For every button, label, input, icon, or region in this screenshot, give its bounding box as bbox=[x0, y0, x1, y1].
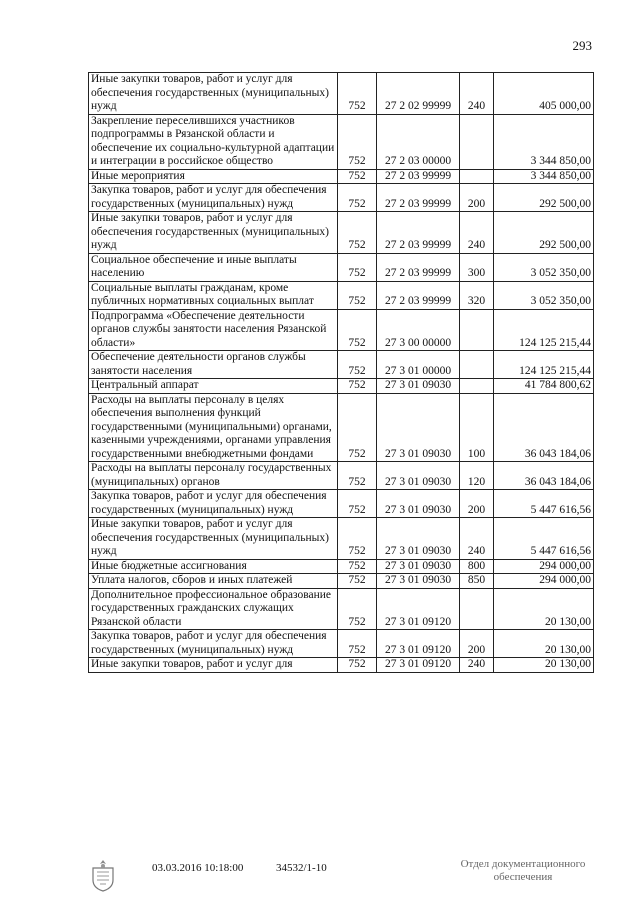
row-target-code-cell: 27 3 01 09120 bbox=[377, 658, 460, 673]
row-amount-cell: 3 052 350,00 bbox=[494, 253, 594, 281]
row-expense-type-cell: 240 bbox=[460, 212, 494, 254]
footer-department-line-1: Отдел документационного bbox=[460, 858, 586, 870]
row-name-cell: Закрепление переселившихся участников подпрограммы в Рязанской области и обеспечение их социально-культурной адаптации и интеграции в российское общество bbox=[89, 114, 338, 169]
footer-doc-number: 34532/1-10 bbox=[276, 862, 327, 874]
row-target-code-cell: 27 2 02 99999 bbox=[377, 73, 460, 115]
row-ministry-code-cell: 752 bbox=[338, 518, 377, 560]
row-target-code-cell: 27 3 01 09030 bbox=[377, 490, 460, 518]
row-amount-cell: 294 000,00 bbox=[494, 574, 594, 589]
table-row bbox=[89, 518, 594, 560]
row-expense-type-cell bbox=[460, 309, 494, 351]
table-row bbox=[89, 393, 594, 462]
row-amount-cell: 124 125 215,44 bbox=[494, 309, 594, 351]
table-row bbox=[89, 462, 594, 490]
row-ministry-code-cell: 752 bbox=[338, 574, 377, 589]
row-name-cell: Уплата налогов, сборов и иных платежей bbox=[89, 574, 338, 589]
row-expense-type-cell bbox=[460, 169, 494, 184]
row-amount-cell: 20 130,00 bbox=[494, 588, 594, 630]
row-target-code-cell: 27 2 03 99999 bbox=[377, 169, 460, 184]
row-expense-type-cell: 100 bbox=[460, 393, 494, 462]
table-row bbox=[89, 212, 594, 254]
row-target-code-cell: 27 3 01 00000 bbox=[377, 351, 460, 379]
row-expense-type-cell: 120 bbox=[460, 462, 494, 490]
table-row bbox=[89, 658, 594, 673]
table-row bbox=[89, 351, 594, 379]
row-name-cell: Иные мероприятия bbox=[89, 169, 338, 184]
row-name-cell: Социальные выплаты гражданам, кроме публичных нормативных социальных выплат bbox=[89, 281, 338, 309]
row-expense-type-cell: 300 bbox=[460, 253, 494, 281]
row-ministry-code-cell: 752 bbox=[338, 114, 377, 169]
footer-department-stamp bbox=[448, 858, 598, 884]
row-target-code-cell: 27 2 03 00000 bbox=[377, 114, 460, 169]
row-name-cell: Иные бюджетные ассигнования bbox=[89, 559, 338, 574]
row-amount-cell: 5 447 616,56 bbox=[494, 518, 594, 560]
table-row bbox=[89, 309, 594, 351]
row-name-cell: Подпрограмма «Обеспечение деятельности органов службы занятости населения Рязанской области» bbox=[89, 309, 338, 351]
row-name-cell: Закупка товаров, работ и услуг для обеспечения государственных (муниципальных) нужд bbox=[89, 184, 338, 212]
row-ministry-code-cell: 752 bbox=[338, 588, 377, 630]
row-target-code-cell: 27 3 01 09030 bbox=[377, 518, 460, 560]
table-row bbox=[89, 559, 594, 574]
row-target-code-cell: 27 3 01 09030 bbox=[377, 379, 460, 394]
row-amount-cell: 20 130,00 bbox=[494, 658, 594, 673]
row-target-code-cell: 27 3 01 09120 bbox=[377, 588, 460, 630]
row-ministry-code-cell: 752 bbox=[338, 184, 377, 212]
row-name-cell: Расходы на выплаты персоналу государственных (муниципальных) органов bbox=[89, 462, 338, 490]
table-row bbox=[89, 73, 594, 115]
row-ministry-code-cell: 752 bbox=[338, 253, 377, 281]
row-ministry-code-cell: 752 bbox=[338, 559, 377, 574]
row-expense-type-cell: 800 bbox=[460, 559, 494, 574]
row-ministry-code-cell: 752 bbox=[338, 351, 377, 379]
row-target-code-cell: 27 3 01 09030 bbox=[377, 462, 460, 490]
row-amount-cell: 292 500,00 bbox=[494, 184, 594, 212]
row-amount-cell: 36 043 184,06 bbox=[494, 393, 594, 462]
footer-department-line-2: обеспечения bbox=[493, 871, 553, 883]
row-expense-type-cell bbox=[460, 379, 494, 394]
row-name-cell: Закупка товаров, работ и услуг для обеспечения государственных (муниципальных) нужд bbox=[89, 490, 338, 518]
row-ministry-code-cell: 752 bbox=[338, 169, 377, 184]
row-expense-type-cell bbox=[460, 351, 494, 379]
footer-datetime: 03.03.2016 10:18:00 bbox=[152, 862, 244, 874]
row-ministry-code-cell: 752 bbox=[338, 73, 377, 115]
row-expense-type-cell: 240 bbox=[460, 658, 494, 673]
budget-table-body bbox=[89, 73, 594, 673]
row-amount-cell: 3 344 850,00 bbox=[494, 169, 594, 184]
table-row bbox=[89, 588, 594, 630]
row-ministry-code-cell: 752 bbox=[338, 490, 377, 518]
row-name-cell: Центральный аппарат bbox=[89, 379, 338, 394]
row-expense-type-cell: 200 bbox=[460, 630, 494, 658]
row-target-code-cell: 27 3 00 00000 bbox=[377, 309, 460, 351]
row-expense-type-cell: 850 bbox=[460, 574, 494, 589]
row-amount-cell: 124 125 215,44 bbox=[494, 351, 594, 379]
row-ministry-code-cell: 752 bbox=[338, 658, 377, 673]
page-footer bbox=[0, 858, 640, 898]
table-row bbox=[89, 169, 594, 184]
row-name-cell: Иные закупки товаров, работ и услуг для bbox=[89, 658, 338, 673]
row-target-code-cell: 27 2 03 99999 bbox=[377, 253, 460, 281]
table-row bbox=[89, 490, 594, 518]
page-number: 293 bbox=[572, 38, 592, 53]
table-row bbox=[89, 184, 594, 212]
row-target-code-cell: 27 2 03 99999 bbox=[377, 281, 460, 309]
row-amount-cell: 41 784 800,62 bbox=[494, 379, 594, 394]
table-row bbox=[89, 574, 594, 589]
row-target-code-cell: 27 3 01 09030 bbox=[377, 393, 460, 462]
row-target-code-cell: 27 2 03 99999 bbox=[377, 212, 460, 254]
row-target-code-cell: 27 3 01 09030 bbox=[377, 559, 460, 574]
table-row bbox=[89, 379, 594, 394]
row-ministry-code-cell: 752 bbox=[338, 462, 377, 490]
row-ministry-code-cell: 752 bbox=[338, 281, 377, 309]
row-expense-type-cell: 200 bbox=[460, 490, 494, 518]
table-row bbox=[89, 114, 594, 169]
budget-table bbox=[88, 72, 594, 673]
row-ministry-code-cell: 752 bbox=[338, 309, 377, 351]
row-expense-type-cell: 320 bbox=[460, 281, 494, 309]
row-name-cell: Дополнительное профессиональное образование государственных гражданских служащих Рязанской области bbox=[89, 588, 338, 630]
row-amount-cell: 294 000,00 bbox=[494, 559, 594, 574]
row-target-code-cell: 27 3 01 09030 bbox=[377, 574, 460, 589]
row-ministry-code-cell: 752 bbox=[338, 379, 377, 394]
row-amount-cell: 36 043 184,06 bbox=[494, 462, 594, 490]
row-expense-type-cell: 240 bbox=[460, 518, 494, 560]
row-amount-cell: 292 500,00 bbox=[494, 212, 594, 254]
row-amount-cell: 3 344 850,00 bbox=[494, 114, 594, 169]
row-name-cell: Расходы на выплаты персоналу в целях обеспечения выполнения функций государственными (муниципальными) органами, казенными учреждениями, органами управления государственными внебюджетными фондами bbox=[89, 393, 338, 462]
row-expense-type-cell bbox=[460, 588, 494, 630]
row-expense-type-cell: 240 bbox=[460, 73, 494, 115]
row-amount-cell: 5 447 616,56 bbox=[494, 490, 594, 518]
row-name-cell: Иные закупки товаров, работ и услуг для обеспечения государственных (муниципальных) нужд bbox=[89, 212, 338, 254]
row-amount-cell: 20 130,00 bbox=[494, 630, 594, 658]
row-name-cell: Иные закупки товаров, работ и услуг для обеспечения государственных (муниципальных) нужд bbox=[89, 518, 338, 560]
row-ministry-code-cell: 752 bbox=[338, 630, 377, 658]
row-ministry-code-cell: 752 bbox=[338, 393, 377, 462]
row-name-cell: Иные закупки товаров, работ и услуг для обеспечения государственных (муниципальных) нужд bbox=[89, 73, 338, 115]
row-expense-type-cell: 200 bbox=[460, 184, 494, 212]
row-target-code-cell: 27 2 03 99999 bbox=[377, 184, 460, 212]
row-name-cell: Закупка товаров, работ и услуг для обеспечения государственных (муниципальных) нужд bbox=[89, 630, 338, 658]
table-row bbox=[89, 253, 594, 281]
row-ministry-code-cell: 752 bbox=[338, 212, 377, 254]
row-name-cell: Социальное обеспечение и иные выплаты населению bbox=[89, 253, 338, 281]
row-expense-type-cell bbox=[460, 114, 494, 169]
table-row bbox=[89, 630, 594, 658]
coat-of-arms-icon bbox=[88, 858, 118, 892]
table-row bbox=[89, 281, 594, 309]
row-amount-cell: 3 052 350,00 bbox=[494, 281, 594, 309]
row-target-code-cell: 27 3 01 09120 bbox=[377, 630, 460, 658]
row-name-cell: Обеспечение деятельности органов службы занятости населения bbox=[89, 351, 338, 379]
row-amount-cell: 405 000,00 bbox=[494, 73, 594, 115]
